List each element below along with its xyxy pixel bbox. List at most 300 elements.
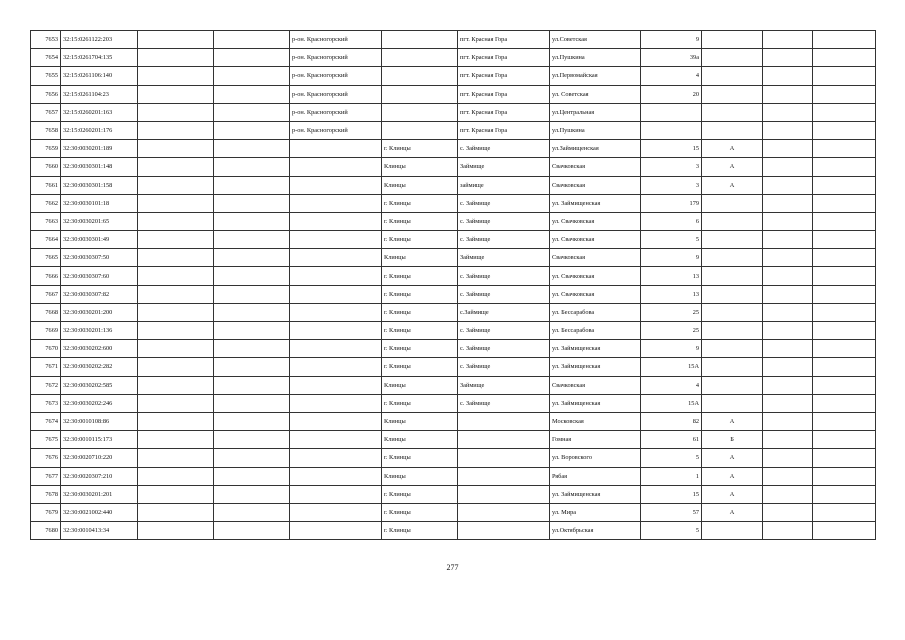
street-cell: ул. Свачковская <box>550 231 641 249</box>
col-3-cell <box>138 103 214 121</box>
col-4-cell <box>214 485 290 503</box>
table-row <box>31 322 876 340</box>
table-row <box>31 49 876 67</box>
cadastral-number-cell: 32:30:0030201:65 <box>61 212 138 230</box>
col-3-cell <box>138 340 214 358</box>
cadastral-number-cell: 32:15:0261122:203 <box>61 31 138 49</box>
city-cell <box>382 121 458 139</box>
col-12-cell <box>813 267 876 285</box>
col-4-cell <box>214 158 290 176</box>
building-letter-cell <box>702 85 763 103</box>
table-row <box>31 121 876 139</box>
col-12-cell <box>813 376 876 394</box>
col-4-cell <box>214 231 290 249</box>
col-11-cell <box>763 412 813 430</box>
settlement-cell: пгт. Красная Гора <box>458 67 550 85</box>
cadastral-number-cell: 32:30:0020710:220 <box>61 449 138 467</box>
col-12-cell <box>813 358 876 376</box>
row-number-cell: 7658 <box>31 121 61 139</box>
col-12-cell <box>813 31 876 49</box>
table-row <box>31 249 876 267</box>
settlement-cell: с. Займище <box>458 140 550 158</box>
building-letter-cell <box>702 522 763 540</box>
table-row <box>31 467 876 485</box>
col-4-cell <box>214 522 290 540</box>
col-11-cell <box>763 485 813 503</box>
settlement-cell: Займище <box>458 158 550 176</box>
cadastral-number-cell: 32:30:0030307:82 <box>61 285 138 303</box>
district-cell <box>290 267 382 285</box>
house-number-cell: 4 <box>641 67 702 85</box>
table-row <box>31 431 876 449</box>
house-number-cell: 15 <box>641 140 702 158</box>
col-12-cell <box>813 322 876 340</box>
district-cell <box>290 522 382 540</box>
settlement-cell <box>458 485 550 503</box>
col-12-cell <box>813 303 876 321</box>
col-3-cell <box>138 522 214 540</box>
city-cell: Клинцы <box>382 412 458 430</box>
col-4-cell <box>214 303 290 321</box>
city-cell: Клинцы <box>382 249 458 267</box>
col-4-cell <box>214 503 290 521</box>
col-4-cell <box>214 322 290 340</box>
city-cell: г. Клинцы <box>382 340 458 358</box>
col-12-cell <box>813 449 876 467</box>
col-3-cell <box>138 412 214 430</box>
col-3-cell <box>138 467 214 485</box>
col-11-cell <box>763 285 813 303</box>
table-row <box>31 522 876 540</box>
house-number-cell: 57 <box>641 503 702 521</box>
district-cell: р-он. Красногорский <box>290 121 382 139</box>
street-cell: ул. Займищенская <box>550 358 641 376</box>
col-12-cell <box>813 194 876 212</box>
cadastral-number-cell: 32:30:0021002:440 <box>61 503 138 521</box>
col-12-cell <box>813 394 876 412</box>
house-number-cell: 3 <box>641 158 702 176</box>
district-cell <box>290 322 382 340</box>
settlement-cell: с. Займище <box>458 267 550 285</box>
col-11-cell <box>763 212 813 230</box>
col-11-cell <box>763 431 813 449</box>
col-12-cell <box>813 522 876 540</box>
col-3-cell <box>138 303 214 321</box>
col-3-cell <box>138 231 214 249</box>
cadastral-number-cell: 32:15:0261704:135 <box>61 49 138 67</box>
city-cell: г. Клинцы <box>382 194 458 212</box>
street-cell: ул.Советская <box>550 31 641 49</box>
house-number-cell: 5 <box>641 449 702 467</box>
building-letter-cell: А <box>702 140 763 158</box>
city-cell: г. Клинцы <box>382 449 458 467</box>
table-row <box>31 67 876 85</box>
building-letter-cell <box>702 322 763 340</box>
col-3-cell <box>138 176 214 194</box>
house-number-cell: 15А <box>641 394 702 412</box>
col-4-cell <box>214 212 290 230</box>
col-11-cell <box>763 121 813 139</box>
building-letter-cell <box>702 303 763 321</box>
row-number-cell: 7654 <box>31 49 61 67</box>
row-number-cell: 7676 <box>31 449 61 467</box>
city-cell: г. Клинцы <box>382 267 458 285</box>
district-cell <box>290 376 382 394</box>
col-12-cell <box>813 249 876 267</box>
district-cell <box>290 503 382 521</box>
city-cell <box>382 103 458 121</box>
house-number-cell: 6 <box>641 212 702 230</box>
district-cell <box>290 431 382 449</box>
street-cell: ул. Свачковская <box>550 212 641 230</box>
row-number-cell: 7666 <box>31 267 61 285</box>
table-row <box>31 31 876 49</box>
building-letter-cell: А <box>702 449 763 467</box>
col-3-cell <box>138 431 214 449</box>
city-cell: г. Клинцы <box>382 485 458 503</box>
cadastral-number-cell: 32:30:0030202:282 <box>61 358 138 376</box>
house-number-cell: 9 <box>641 340 702 358</box>
building-letter-cell <box>702 31 763 49</box>
row-number-cell: 7657 <box>31 103 61 121</box>
table-row <box>31 394 876 412</box>
street-cell: Гомная <box>550 431 641 449</box>
settlement-cell: займище <box>458 176 550 194</box>
street-cell: Свачковская <box>550 158 641 176</box>
table-row <box>31 194 876 212</box>
col-12-cell <box>813 140 876 158</box>
settlement-cell: с. Займище <box>458 212 550 230</box>
street-cell: ул. Мира <box>550 503 641 521</box>
col-11-cell <box>763 194 813 212</box>
col-3-cell <box>138 194 214 212</box>
house-number-cell: 15А <box>641 358 702 376</box>
col-3-cell <box>138 358 214 376</box>
building-letter-cell <box>702 376 763 394</box>
district-cell <box>290 412 382 430</box>
district-cell <box>290 212 382 230</box>
building-letter-cell: А <box>702 158 763 176</box>
col-12-cell <box>813 467 876 485</box>
city-cell: Клинцы <box>382 431 458 449</box>
house-number-cell: 5 <box>641 231 702 249</box>
street-cell: ул. Свачковская <box>550 285 641 303</box>
cadastral-number-cell: 32:30:0010108:86 <box>61 412 138 430</box>
table-row <box>31 412 876 430</box>
cadastral-number-cell: 32:30:0010115:173 <box>61 431 138 449</box>
city-cell: Клинцы <box>382 376 458 394</box>
col-3-cell <box>138 503 214 521</box>
settlement-cell: Займище <box>458 249 550 267</box>
col-12-cell <box>813 49 876 67</box>
col-12-cell <box>813 285 876 303</box>
city-cell: г. Клинцы <box>382 358 458 376</box>
col-4-cell <box>214 140 290 158</box>
row-number-cell: 7671 <box>31 358 61 376</box>
city-cell <box>382 49 458 67</box>
settlement-cell: с. Займище <box>458 322 550 340</box>
settlement-cell: пгт. Красная Гора <box>458 103 550 121</box>
street-cell: ул.Октябрьская <box>550 522 641 540</box>
house-number-cell: 3 <box>641 176 702 194</box>
col-11-cell <box>763 85 813 103</box>
street-cell: ул. Свачковская <box>550 267 641 285</box>
page-number: 277 <box>446 563 459 572</box>
building-letter-cell <box>702 267 763 285</box>
settlement-cell: с.Займище <box>458 303 550 321</box>
building-letter-cell: А <box>702 176 763 194</box>
row-number-cell: 7669 <box>31 322 61 340</box>
col-11-cell <box>763 394 813 412</box>
row-number-cell: 7673 <box>31 394 61 412</box>
cadastral-number-cell: 32:30:0030201:200 <box>61 303 138 321</box>
cadastral-number-cell: 32:30:0030202:585 <box>61 376 138 394</box>
house-number-cell: 20 <box>641 85 702 103</box>
street-cell: ул. Бессарабова <box>550 322 641 340</box>
col-11-cell <box>763 449 813 467</box>
city-cell: г. Клинцы <box>382 212 458 230</box>
building-letter-cell: А <box>702 485 763 503</box>
district-cell <box>290 340 382 358</box>
settlement-cell <box>458 522 550 540</box>
col-4-cell <box>214 267 290 285</box>
settlement-cell: Займище <box>458 376 550 394</box>
city-cell <box>382 85 458 103</box>
row-number-cell: 7655 <box>31 67 61 85</box>
row-number-cell: 7663 <box>31 212 61 230</box>
col-11-cell <box>763 376 813 394</box>
building-letter-cell: А <box>702 467 763 485</box>
building-letter-cell <box>702 394 763 412</box>
col-4-cell <box>214 467 290 485</box>
col-3-cell <box>138 485 214 503</box>
district-cell <box>290 285 382 303</box>
table-row <box>31 503 876 521</box>
building-letter-cell <box>702 285 763 303</box>
building-letter-cell <box>702 212 763 230</box>
col-11-cell <box>763 503 813 521</box>
row-number-cell: 7662 <box>31 194 61 212</box>
row-number-cell: 7659 <box>31 140 61 158</box>
row-number-cell: 7672 <box>31 376 61 394</box>
city-cell: г. Клинцы <box>382 522 458 540</box>
table-row <box>31 85 876 103</box>
settlement-cell <box>458 467 550 485</box>
city-cell: Клинцы <box>382 176 458 194</box>
street-cell: ул. Займищенская <box>550 394 641 412</box>
cadastral-number-cell: 32:30:0030301:49 <box>61 231 138 249</box>
street-cell: Московская <box>550 412 641 430</box>
row-number-cell: 7668 <box>31 303 61 321</box>
district-cell <box>290 176 382 194</box>
settlement-cell: с. Займище <box>458 358 550 376</box>
settlement-cell: с. Займище <box>458 340 550 358</box>
table-row <box>31 231 876 249</box>
col-4-cell <box>214 376 290 394</box>
col-12-cell <box>813 340 876 358</box>
settlement-cell <box>458 449 550 467</box>
col-4-cell <box>214 49 290 67</box>
cadastral-number-cell: 32:30:0020307:210 <box>61 467 138 485</box>
row-number-cell: 7670 <box>31 340 61 358</box>
table-row <box>31 140 876 158</box>
house-number-cell: 39а <box>641 49 702 67</box>
settlement-cell: с. Займище <box>458 194 550 212</box>
cadastral-number-cell: 32:30:0030307:50 <box>61 249 138 267</box>
table-row <box>31 212 876 230</box>
row-number-cell: 7680 <box>31 522 61 540</box>
house-number-cell: 5 <box>641 522 702 540</box>
district-cell <box>290 449 382 467</box>
settlement-cell: с. Займище <box>458 285 550 303</box>
city-cell: Клинцы <box>382 158 458 176</box>
building-letter-cell: А <box>702 503 763 521</box>
building-letter-cell: А <box>702 412 763 430</box>
district-cell: р-он. Красногорский <box>290 67 382 85</box>
street-cell: ул. Займищенская <box>550 340 641 358</box>
building-letter-cell <box>702 231 763 249</box>
col-12-cell <box>813 503 876 521</box>
row-number-cell: 7667 <box>31 285 61 303</box>
building-letter-cell <box>702 340 763 358</box>
district-cell <box>290 194 382 212</box>
col-3-cell <box>138 158 214 176</box>
street-cell: ул.Пушкина <box>550 49 641 67</box>
building-letter-cell: Б <box>702 431 763 449</box>
col-12-cell <box>813 485 876 503</box>
col-4-cell <box>214 194 290 212</box>
row-number-cell: 7661 <box>31 176 61 194</box>
cadastral-number-cell: 32:30:0030201:189 <box>61 140 138 158</box>
col-11-cell <box>763 31 813 49</box>
city-cell: г. Клинцы <box>382 231 458 249</box>
street-cell: Свачковская <box>550 249 641 267</box>
street-cell: ул.Пушкина <box>550 121 641 139</box>
street-cell: Свачковская <box>550 376 641 394</box>
row-number-cell: 7665 <box>31 249 61 267</box>
table-row <box>31 449 876 467</box>
col-3-cell <box>138 49 214 67</box>
house-number-cell: 15 <box>641 485 702 503</box>
row-number-cell: 7653 <box>31 31 61 49</box>
col-3-cell <box>138 249 214 267</box>
table-row <box>31 267 876 285</box>
col-11-cell <box>763 49 813 67</box>
row-number-cell: 7656 <box>31 85 61 103</box>
col-11-cell <box>763 231 813 249</box>
col-4-cell <box>214 431 290 449</box>
district-cell <box>290 231 382 249</box>
cadastral-number-cell: 32:15:0261106:140 <box>61 67 138 85</box>
street-cell: ул. Бессарабова <box>550 303 641 321</box>
district-cell <box>290 140 382 158</box>
house-number-cell: 61 <box>641 431 702 449</box>
col-12-cell <box>813 176 876 194</box>
house-number-cell: 4 <box>641 376 702 394</box>
cadastral-number-cell: 32:30:0030101:18 <box>61 194 138 212</box>
district-cell <box>290 249 382 267</box>
cadastral-number-cell: 32:30:0030201:136 <box>61 322 138 340</box>
city-cell: г. Клинцы <box>382 394 458 412</box>
col-11-cell <box>763 158 813 176</box>
col-3-cell <box>138 85 214 103</box>
city-cell <box>382 31 458 49</box>
col-11-cell <box>763 322 813 340</box>
col-11-cell <box>763 303 813 321</box>
house-number-cell: 25 <box>641 303 702 321</box>
register-table <box>30 30 876 540</box>
building-letter-cell <box>702 121 763 139</box>
house-number-cell: 9 <box>641 31 702 49</box>
city-cell: г. Клинцы <box>382 285 458 303</box>
building-letter-cell <box>702 194 763 212</box>
col-3-cell <box>138 322 214 340</box>
house-number-cell: 1 <box>641 467 702 485</box>
district-cell <box>290 485 382 503</box>
district-cell: р-он. Красногорский <box>290 31 382 49</box>
district-cell <box>290 358 382 376</box>
district-cell <box>290 158 382 176</box>
table-row <box>31 340 876 358</box>
col-3-cell <box>138 31 214 49</box>
settlement-cell: пгт. Красная Гора <box>458 49 550 67</box>
col-3-cell <box>138 212 214 230</box>
street-cell: ул.Первомайская <box>550 67 641 85</box>
building-letter-cell <box>702 49 763 67</box>
col-12-cell <box>813 85 876 103</box>
register-table-body <box>31 31 876 540</box>
row-number-cell: 7664 <box>31 231 61 249</box>
row-number-cell: 7679 <box>31 503 61 521</box>
district-cell <box>290 467 382 485</box>
cadastral-number-cell: 32:30:0030202:600 <box>61 340 138 358</box>
house-number-cell: 9 <box>641 249 702 267</box>
settlement-cell: пгт. Красная Гора <box>458 31 550 49</box>
house-number-cell: 179 <box>641 194 702 212</box>
street-cell: ул.Центральная <box>550 103 641 121</box>
table-row <box>31 485 876 503</box>
building-letter-cell <box>702 249 763 267</box>
cadastral-number-cell: 32:30:0030301:148 <box>61 158 138 176</box>
col-3-cell <box>138 67 214 85</box>
table-row <box>31 376 876 394</box>
city-cell: Клинцы <box>382 467 458 485</box>
district-cell: р-он. Красногорский <box>290 85 382 103</box>
table-row <box>31 285 876 303</box>
col-4-cell <box>214 103 290 121</box>
cadastral-number-cell: 32:15:0260201:176 <box>61 121 138 139</box>
house-number-cell <box>641 121 702 139</box>
district-cell <box>290 394 382 412</box>
col-12-cell <box>813 158 876 176</box>
col-12-cell <box>813 121 876 139</box>
street-cell: ул. Займищенская <box>550 194 641 212</box>
col-11-cell <box>763 358 813 376</box>
table-row <box>31 158 876 176</box>
col-3-cell <box>138 121 214 139</box>
col-11-cell <box>763 67 813 85</box>
table-row <box>31 358 876 376</box>
city-cell: г. Клинцы <box>382 140 458 158</box>
cadastral-number-cell: 32:30:0010413:34 <box>61 522 138 540</box>
row-number-cell: 7677 <box>31 467 61 485</box>
table-row <box>31 303 876 321</box>
settlement-cell: с. Займище <box>458 394 550 412</box>
building-letter-cell <box>702 67 763 85</box>
col-4-cell <box>214 85 290 103</box>
row-number-cell: 7675 <box>31 431 61 449</box>
col-11-cell <box>763 340 813 358</box>
